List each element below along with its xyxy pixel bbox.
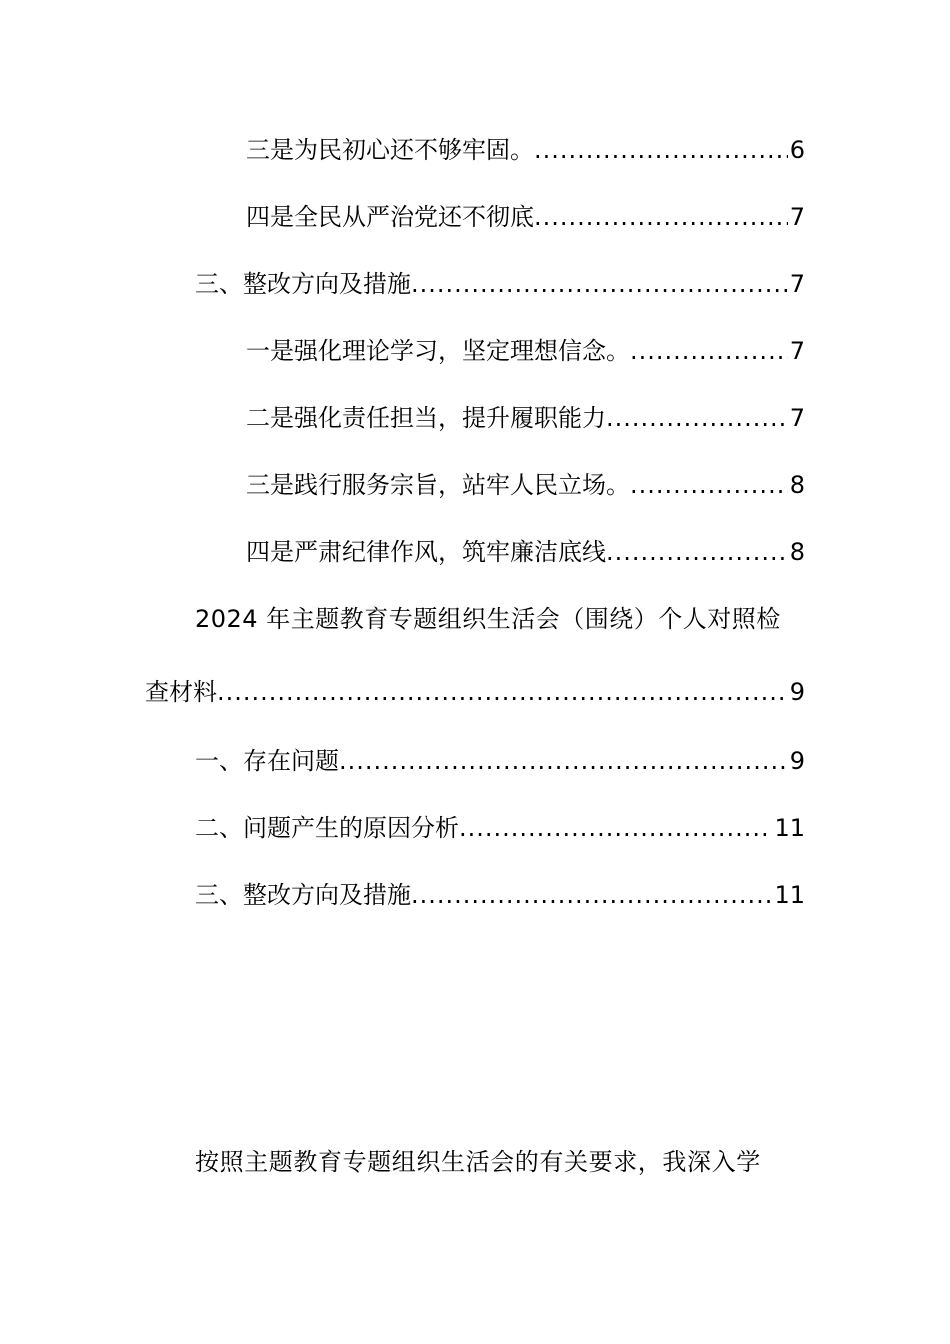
toc-entry[interactable]	[246, 469, 805, 501]
toc-entry-label: 三是践行服务宗旨，站牢人民立场。	[246, 471, 630, 499]
toc-leader-dots	[630, 469, 788, 501]
toc-entry-label: 查材料	[145, 678, 217, 706]
toc-page-number: 7	[789, 270, 805, 298]
toc-entry[interactable]	[246, 536, 805, 568]
toc-entry-label: 四是全民从严治党还不彻底	[246, 203, 534, 231]
toc-entry[interactable]	[195, 812, 805, 844]
toc-leader-dots	[606, 536, 788, 568]
toc-leader-dots	[411, 268, 788, 300]
toc-entry[interactable]	[145, 676, 805, 708]
toc-page-number: 7	[789, 337, 805, 365]
toc-leader-dots	[534, 134, 788, 166]
toc-leader-dots	[459, 812, 772, 844]
toc-entry[interactable]	[195, 268, 805, 300]
toc-entry[interactable]	[195, 879, 805, 911]
toc-entry-label: 一是强化理论学习，坚定理想信念。	[246, 337, 630, 365]
toc-page-number: 9	[789, 678, 805, 706]
toc-entry-label: 二是强化责任担当，提升履职能力	[246, 404, 606, 432]
toc-leader-dots	[339, 745, 788, 777]
toc-entry[interactable]	[246, 134, 805, 166]
body-paragraph: 按照主题教育专题组织生活会的有关要求，我深入学	[195, 1148, 761, 1176]
toc-leader-dots	[534, 201, 788, 233]
toc-leader-dots	[217, 676, 788, 708]
toc-page-number: 11	[774, 814, 805, 842]
toc-page-number: 7	[789, 404, 805, 432]
toc-entry-label: 四是严肃纪律作风，筑牢廉洁底线	[246, 538, 606, 566]
toc-leader-dots	[606, 402, 788, 434]
toc-entry-label: 三是为民初心还不够牢固。	[246, 136, 534, 164]
toc-entry-label: 三、整改方向及措施	[195, 270, 411, 298]
toc-entry-label: 一、存在问题	[195, 747, 339, 775]
toc-entry[interactable]	[246, 335, 805, 367]
toc-page-number: 8	[789, 471, 805, 499]
toc-entry[interactable]	[195, 745, 805, 777]
toc-leader-dots	[411, 879, 772, 911]
toc-page-number: 8	[789, 538, 805, 566]
toc-entry-label: 二、问题产生的原因分析	[195, 814, 459, 842]
toc-page-number: 11	[774, 881, 805, 909]
toc-page-number: 9	[789, 747, 805, 775]
toc-entry-title-first-line[interactable]: 2024 年主题教育专题组织生活会（围绕）个人对照检	[195, 605, 781, 633]
toc-leader-dots	[630, 335, 788, 367]
toc-page-number: 7	[789, 203, 805, 231]
toc-entry-label: 三、整改方向及措施	[195, 881, 411, 909]
toc-entry[interactable]	[246, 201, 805, 233]
toc-entry[interactable]	[246, 402, 805, 434]
toc-page-number: 6	[789, 136, 805, 164]
